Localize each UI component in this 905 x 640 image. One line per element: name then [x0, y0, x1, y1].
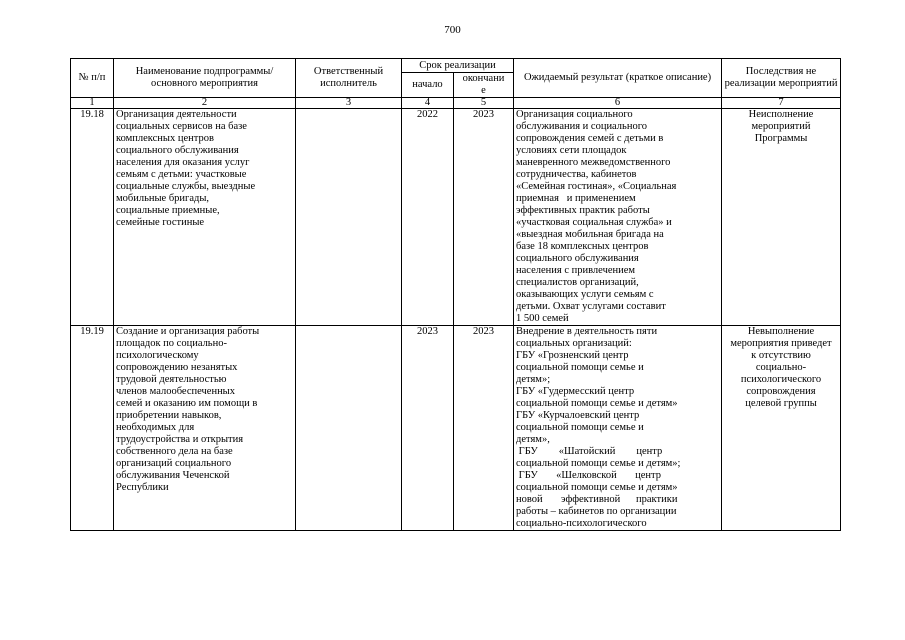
- row-responsible: [296, 326, 402, 531]
- cell-line: Внедрение в деятельность пяти: [516, 326, 658, 337]
- row-name: [114, 109, 296, 326]
- cell-line: социальные приемные,: [116, 205, 220, 216]
- cell-line: социальных организаций:: [516, 338, 632, 349]
- row-responsible: [296, 109, 402, 326]
- cell-line: сопровождению незанятых: [116, 362, 238, 373]
- cell-line: населения для оказания услуг: [116, 157, 250, 168]
- header-end-line2: е: [481, 85, 486, 96]
- cell-line: социальной помощи семье и детям»: [516, 482, 678, 493]
- cell-line: социальные службы, выездные: [116, 181, 256, 192]
- cell-line: членов малообеспеченных: [116, 386, 235, 397]
- cell-line: ГБУ «Шелковской центр: [516, 470, 661, 481]
- cell-line: Организация деятельности: [116, 109, 237, 120]
- cell-line: Республики: [116, 482, 169, 493]
- column-index-row: [71, 98, 841, 109]
- cell-line: мобильные бригады,: [116, 193, 210, 204]
- cell-line: социально-психологического: [516, 518, 647, 529]
- cell-line: мероприятий: [751, 121, 811, 132]
- header-end: [454, 73, 514, 98]
- cell-line: семей и оказанию им помощи в: [116, 398, 258, 409]
- program-table: [70, 58, 841, 531]
- cell-line: Программы: [754, 133, 808, 144]
- cell-line: целевой группы: [745, 398, 817, 409]
- row-name: [114, 326, 296, 531]
- cell-line: ГБУ «Грозненский центр: [516, 350, 629, 361]
- header-result: Ожидаемый результат (краткое описание): [514, 59, 722, 98]
- column-index: 4: [402, 98, 454, 109]
- column-index: 7: [722, 98, 841, 109]
- cell-line: условиях сети площадок: [516, 145, 627, 156]
- cell-line: обслуживания Чеченской: [116, 470, 230, 481]
- cell-line: социальных сервисов на базе: [116, 121, 247, 132]
- cell-line: специалистов организаций,: [516, 277, 639, 288]
- cell-line: оказывающих услуги семьям с: [516, 289, 654, 300]
- cell-line: социальной помощи семье и: [516, 362, 644, 373]
- cell-line: к отсутствию: [751, 350, 811, 361]
- column-index: 5: [454, 98, 514, 109]
- header-consequence: Последствия не реализации мероприятий: [722, 59, 841, 98]
- cell-line: социального обслуживания: [516, 253, 639, 264]
- cell-line: социального обслуживания: [116, 145, 239, 156]
- cell-line: семейные гостиные: [116, 217, 205, 228]
- cell-line: мероприятия приведет: [730, 338, 832, 349]
- cell-line: новой эффективной практики: [516, 494, 678, 505]
- cell-line: трудовой деятельностью: [116, 374, 227, 385]
- cell-line: собственного дела на базе: [116, 446, 233, 457]
- cell-line: сопровождения семей с детьми в: [516, 133, 664, 144]
- column-index: 1: [71, 98, 114, 109]
- header-num: № п/п: [71, 59, 114, 98]
- column-index: 3: [296, 98, 402, 109]
- cell-line: Организация социального: [516, 109, 633, 120]
- cell-line: комплексных центров: [116, 133, 214, 144]
- cell-line: социально-: [755, 362, 807, 373]
- cell-line: сотрудничества, кабинетов: [516, 169, 637, 180]
- cell-line: «участковая социальная служба» и: [516, 217, 672, 228]
- row-number: 19.18: [71, 109, 114, 326]
- row-end-year: 2023: [454, 109, 514, 326]
- row-result: [514, 109, 722, 326]
- cell-line: социальной помощи семье и: [516, 422, 644, 433]
- cell-line: «выездная мобильная бригада на: [516, 229, 664, 240]
- cell-line: ГБУ «Шатойский центр: [516, 446, 663, 457]
- cell-line: социальной помощи семье и детям»;: [516, 458, 681, 469]
- row-end-year: 2023: [454, 326, 514, 531]
- cell-line: необходимых для: [116, 422, 195, 433]
- cell-line: базе 18 комплексных центров: [516, 241, 649, 252]
- table-row: [71, 109, 841, 326]
- cell-line: психологическому: [116, 350, 199, 361]
- header-name: Наименование подпрограммы/ основного мероприятия: [114, 59, 296, 98]
- cell-line: детям»,: [516, 434, 550, 445]
- row-start-year: 2023: [402, 326, 454, 531]
- cell-line: детьми. Охват услугами составит: [516, 301, 666, 312]
- cell-line: обслуживания и социального: [516, 121, 648, 132]
- cell-line: площадок по социально-: [116, 338, 227, 349]
- cell-line: 1 500 семей: [516, 313, 569, 324]
- page-number: 700: [444, 24, 461, 36]
- header-start: начало: [402, 73, 454, 98]
- cell-line: психологического: [740, 374, 822, 385]
- cell-line: социальной помощи семье и детям»: [516, 398, 678, 409]
- cell-line: Создание и организация работы: [116, 326, 260, 337]
- cell-line: Неисполнение: [748, 109, 814, 120]
- header-responsible: Ответственный исполнитель: [296, 59, 402, 98]
- cell-line: эффективных практик работы: [516, 205, 650, 216]
- row-number: 19.19: [71, 326, 114, 531]
- cell-line: «Семейная гостиная», «Социальная: [516, 181, 677, 192]
- column-index: 2: [114, 98, 296, 109]
- table-row: [71, 326, 841, 531]
- cell-line: маневренного межведомственного: [516, 157, 671, 168]
- cell-line: организаций социального: [116, 458, 232, 469]
- cell-line: семьям с детьми: участковые: [116, 169, 247, 180]
- row-start-year: 2022: [402, 109, 454, 326]
- cell-line: приемная и применением: [516, 193, 636, 204]
- cell-line: приобретении навыков,: [116, 410, 222, 421]
- cell-line: трудоустройства и открытия: [116, 434, 244, 445]
- header-period: Срок реализации: [402, 59, 514, 73]
- column-index: 6: [514, 98, 722, 109]
- cell-line: детям»;: [516, 374, 551, 385]
- cell-line: ГБУ «Гудермесский центр: [516, 386, 635, 397]
- cell-line: Невыполнение: [747, 326, 815, 337]
- row-consequence: [722, 109, 841, 326]
- row-consequence: [722, 326, 841, 531]
- cell-line: сопровождения: [746, 386, 816, 397]
- row-result: [514, 326, 722, 531]
- cell-line: ГБУ «Курчалоевский центр: [516, 410, 640, 421]
- header-end-line1: окончани: [462, 73, 505, 84]
- cell-line: населения с привлечением: [516, 265, 636, 276]
- cell-line: работы – кабинетов по организации: [516, 506, 677, 517]
